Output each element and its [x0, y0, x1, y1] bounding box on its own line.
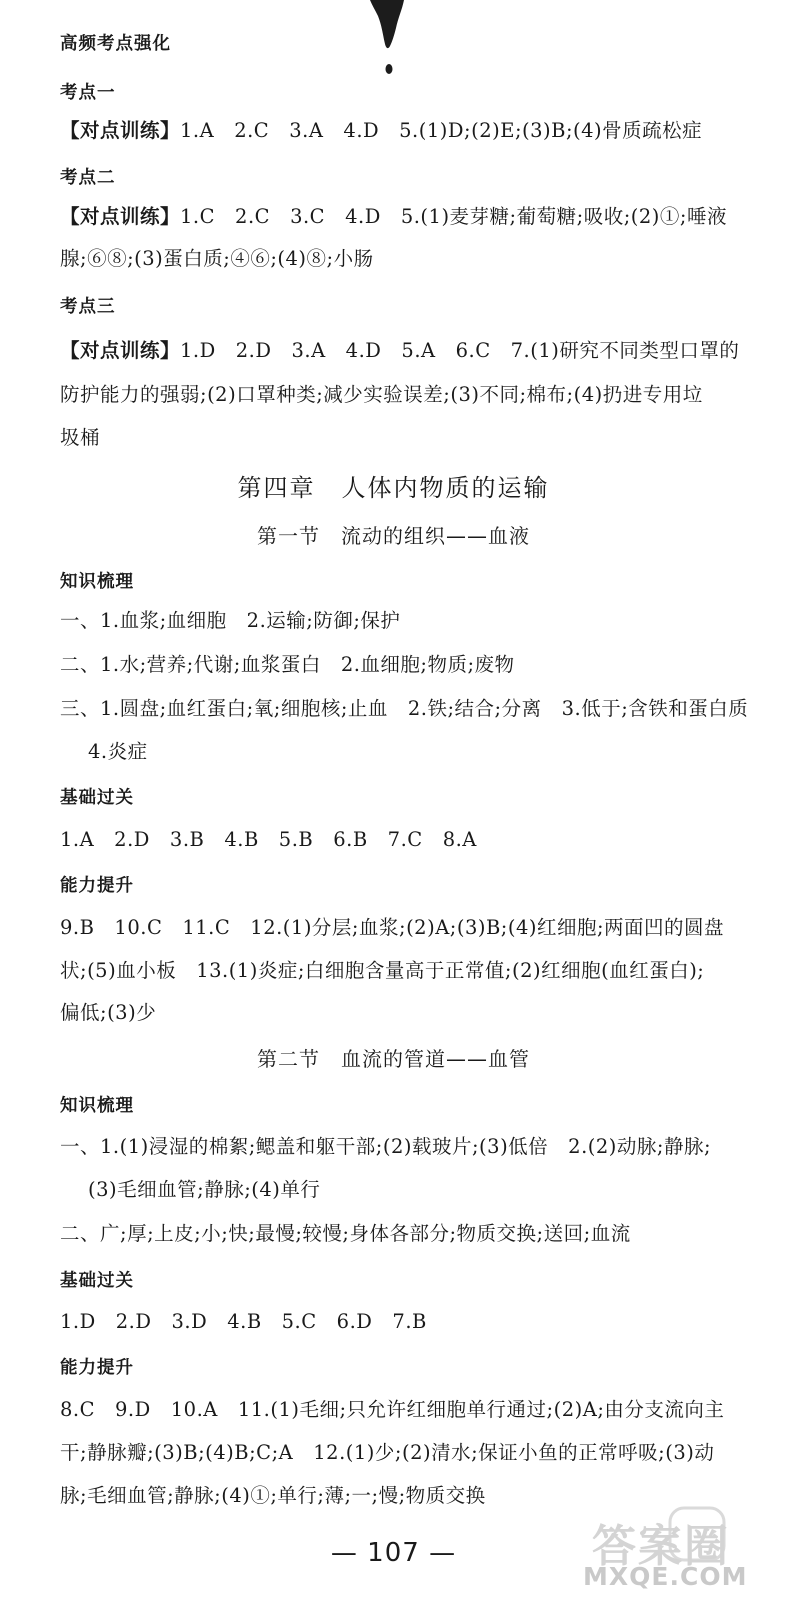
heading-point-2: 考点二 — [60, 168, 116, 188]
answer-line: 4.炎症 — [88, 740, 148, 763]
heading-knowledge: 知识梳理 — [60, 1096, 134, 1116]
answer-line: 1.D 2.D 3.D 4.B 5.C 6.D 7.B — [60, 1310, 427, 1333]
page-number: — 107 — — [330, 1538, 457, 1568]
answer-line: 二、广;厚;上皮;小;快;最慢;较慢;身体各部分;物质交换;送回;血流 — [60, 1222, 631, 1245]
answer-line: (3)毛细血管;静脉;(4)单行 — [88, 1178, 321, 1201]
answer-line: 圾桶 — [60, 426, 101, 449]
heading-high-frequency: 高频考点强化 — [60, 34, 171, 54]
answer-text: 1.C 2.C 3.C 4.D 5.(1)麦芽糖;葡萄糖;吸收;(2)①;唾液 — [180, 205, 727, 228]
answer-text: 1.D 2.D 3.A 4.D 5.A 6.C 7.(1)研究不同类型口罩的 — [180, 339, 740, 362]
answer-line: 状;(5)血小板 13.(1)炎症;白细胞含量高于正常值;(2)红细胞(血红蛋白); — [60, 959, 705, 982]
watermark-cn: 答案圈 — [592, 1521, 730, 1572]
section-title-blood: 第一节 流动的组织——血液 — [257, 524, 530, 548]
answer-line: 腺;⑥⑧;(3)蛋白质;④⑥;(4)⑧;小肠 — [60, 247, 374, 270]
section-title-vessels: 第二节 血流的管道——血管 — [257, 1047, 530, 1071]
heading-point-3: 考点三 — [60, 297, 116, 317]
answer-line: 一、1.(1)浸湿的棉絮;鳃盖和躯干部;(2)载玻片;(3)低倍 2.(2)动脉;静脉; — [60, 1135, 712, 1158]
answer-line: 9.B 10.C 11.C 12.(1)分层;血浆;(2)A;(3)B;(4)红细胞;两面凹的圆盘 — [60, 916, 725, 939]
answer-line: 二、1.水;营养;代谢;血浆蛋白 2.血细胞;物质;废物 — [60, 653, 515, 676]
answer-line: 一、1.血浆;血细胞 2.运输;防御;保护 — [60, 609, 401, 632]
heading-basic: 基础过关 — [60, 788, 134, 808]
answer-text: 1.A 2.C 3.A 4.D 5.(1)D;(2)E;(3)B;(4)骨质疏松症 — [180, 119, 703, 142]
answer-line: 防护能力的强弱;(2)口罩种类;减少实验误差;(3)不同;棉布;(4)扔进专用垃 — [60, 383, 703, 406]
heading-knowledge: 知识梳理 — [60, 572, 134, 592]
answer-line: 1.A 2.D 3.B 4.B 5.B 6.B 7.C 8.A — [60, 828, 477, 851]
answer-line: 8.C 9.D 10.A 11.(1)毛细;只允许红细胞单行通过;(2)A;由分支流向主 — [60, 1398, 725, 1421]
answer-line: 偏低;(3)少 — [60, 1001, 157, 1024]
training-tag: 【对点训练】 — [60, 339, 181, 362]
answer-line: 干;静脉瓣;(3)B;(4)B;C;A 12.(1)少;(2)清水;保证小鱼的正常呼吸;(3)动 — [60, 1441, 715, 1464]
heading-point-1: 考点一 — [60, 83, 116, 103]
answer-line: 三、1.圆盘;血红蛋白;氧;细胞核;止血 2.铁;结合;分离 3.低于;含铁和蛋白质 — [60, 697, 749, 720]
watermark-url: MXQE.COM — [583, 1562, 748, 1591]
answer-line — [60, 337, 739, 365]
answer-line — [60, 203, 727, 231]
heading-basic: 基础过关 — [60, 1271, 134, 1291]
answer-line — [60, 117, 702, 145]
heading-ability: 能力提升 — [60, 1358, 134, 1378]
heading-ability: 能力提升 — [60, 876, 134, 896]
ink-blot — [368, 0, 406, 80]
training-tag: 【对点训练】 — [60, 205, 181, 228]
training-tag: 【对点训练】 — [60, 119, 181, 142]
answer-line: 脉;毛细血管;静脉;(4)①;单行;薄;一;慢;物质交换 — [60, 1484, 486, 1507]
chapter-title: 第四章 人体内物质的运输 — [237, 474, 550, 502]
